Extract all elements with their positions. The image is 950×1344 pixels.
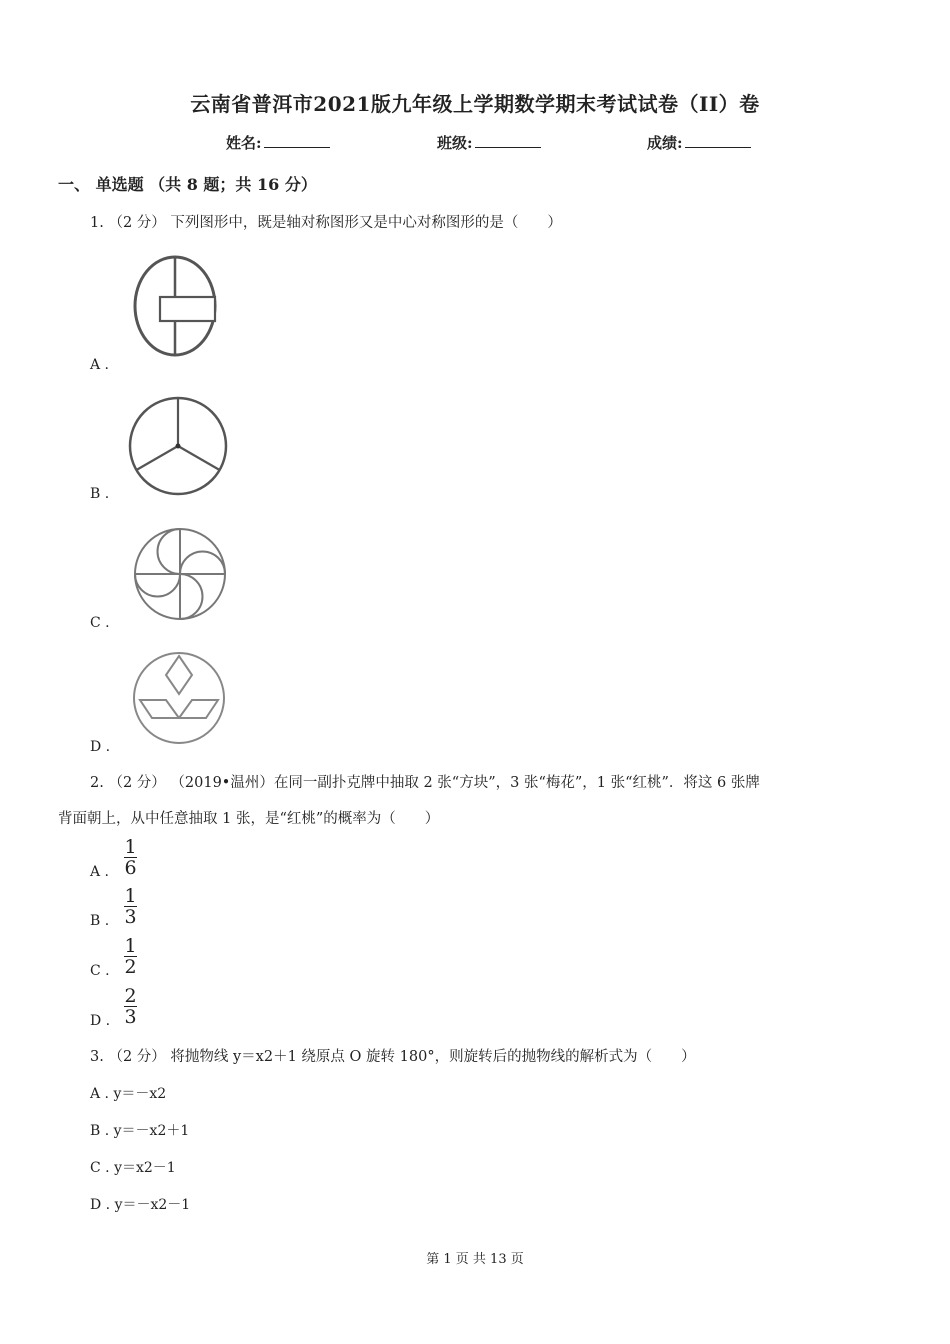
numerator: 1 bbox=[124, 885, 137, 907]
q2-option-d[interactable]: D . bbox=[90, 1013, 111, 1029]
q2-option-a[interactable]: A . bbox=[90, 864, 110, 880]
figure-b bbox=[127, 395, 229, 497]
q1-option-b[interactable]: B . bbox=[90, 486, 110, 502]
numerator: 2 bbox=[124, 985, 137, 1007]
class-field[interactable] bbox=[437, 132, 541, 153]
question-1-stem: 1. （2 分） 下列图形中，既是轴对称图形又是中心对称图形的是（ ） bbox=[90, 215, 562, 231]
q3-option-b[interactable]: B . y＝－x2＋1 bbox=[90, 1123, 190, 1139]
section-heading: 一、 单选题 （共 8 题；共 16 分） bbox=[58, 175, 317, 194]
q1-option-d[interactable]: D . bbox=[90, 739, 111, 755]
q3-option-c[interactable]: C . y＝x2－1 bbox=[90, 1160, 176, 1176]
name-field[interactable] bbox=[226, 132, 330, 153]
q2-option-c[interactable]: C . bbox=[90, 963, 110, 979]
q3-option-a[interactable]: A . y＝－x2 bbox=[90, 1086, 167, 1102]
page-footer: 第 1 页 共 13 页 bbox=[426, 1252, 524, 1267]
denominator: 2 bbox=[124, 956, 137, 978]
score-label: 成绩: bbox=[647, 134, 683, 152]
exam-title: 云南省普洱市2021版九年级上学期数学期末考试试卷（II）卷 bbox=[190, 92, 760, 116]
class-blank[interactable] bbox=[475, 133, 541, 148]
q1-option-c[interactable]: C . bbox=[90, 615, 110, 631]
q3-option-d[interactable]: D . y＝－x2－1 bbox=[90, 1197, 191, 1213]
q2-fraction-b bbox=[124, 887, 137, 926]
class-label: 班级: bbox=[437, 134, 473, 152]
question-2-stem-line2: 背面朝上，从中任意抽取 1 张，是“红桃”的概率为（ ） bbox=[58, 811, 440, 827]
q2-option-b[interactable]: B . bbox=[90, 913, 110, 929]
q1-option-a[interactable]: A . bbox=[90, 357, 110, 373]
q2-fraction-a bbox=[124, 838, 137, 877]
figure-a bbox=[132, 254, 218, 360]
q2-fraction-d bbox=[124, 987, 137, 1026]
denominator: 6 bbox=[124, 857, 137, 879]
score-field[interactable] bbox=[647, 132, 751, 153]
figure-c bbox=[131, 527, 229, 621]
denominator: 3 bbox=[124, 906, 137, 928]
question-3-stem: 3. （2 分） 将抛物线 y＝x2＋1 绕原点 O 旋转 180°，则旋转后的抛物线的解析式为（ ） bbox=[90, 1049, 696, 1065]
denominator: 3 bbox=[124, 1006, 137, 1028]
q2-fraction-c bbox=[124, 937, 137, 976]
score-blank[interactable] bbox=[685, 133, 751, 148]
name-label: 姓名: bbox=[226, 134, 262, 152]
numerator: 1 bbox=[124, 935, 137, 957]
question-2-stem-line1: 2. （2 分） （2019•温州）在同一副扑克牌中抽取 2 张“方块”，3 张“梅花”，1 张“红桃”．将这 6 张牌 bbox=[90, 775, 760, 791]
name-blank[interactable] bbox=[264, 133, 330, 148]
numerator: 1 bbox=[124, 836, 137, 858]
figure-d bbox=[130, 650, 228, 746]
